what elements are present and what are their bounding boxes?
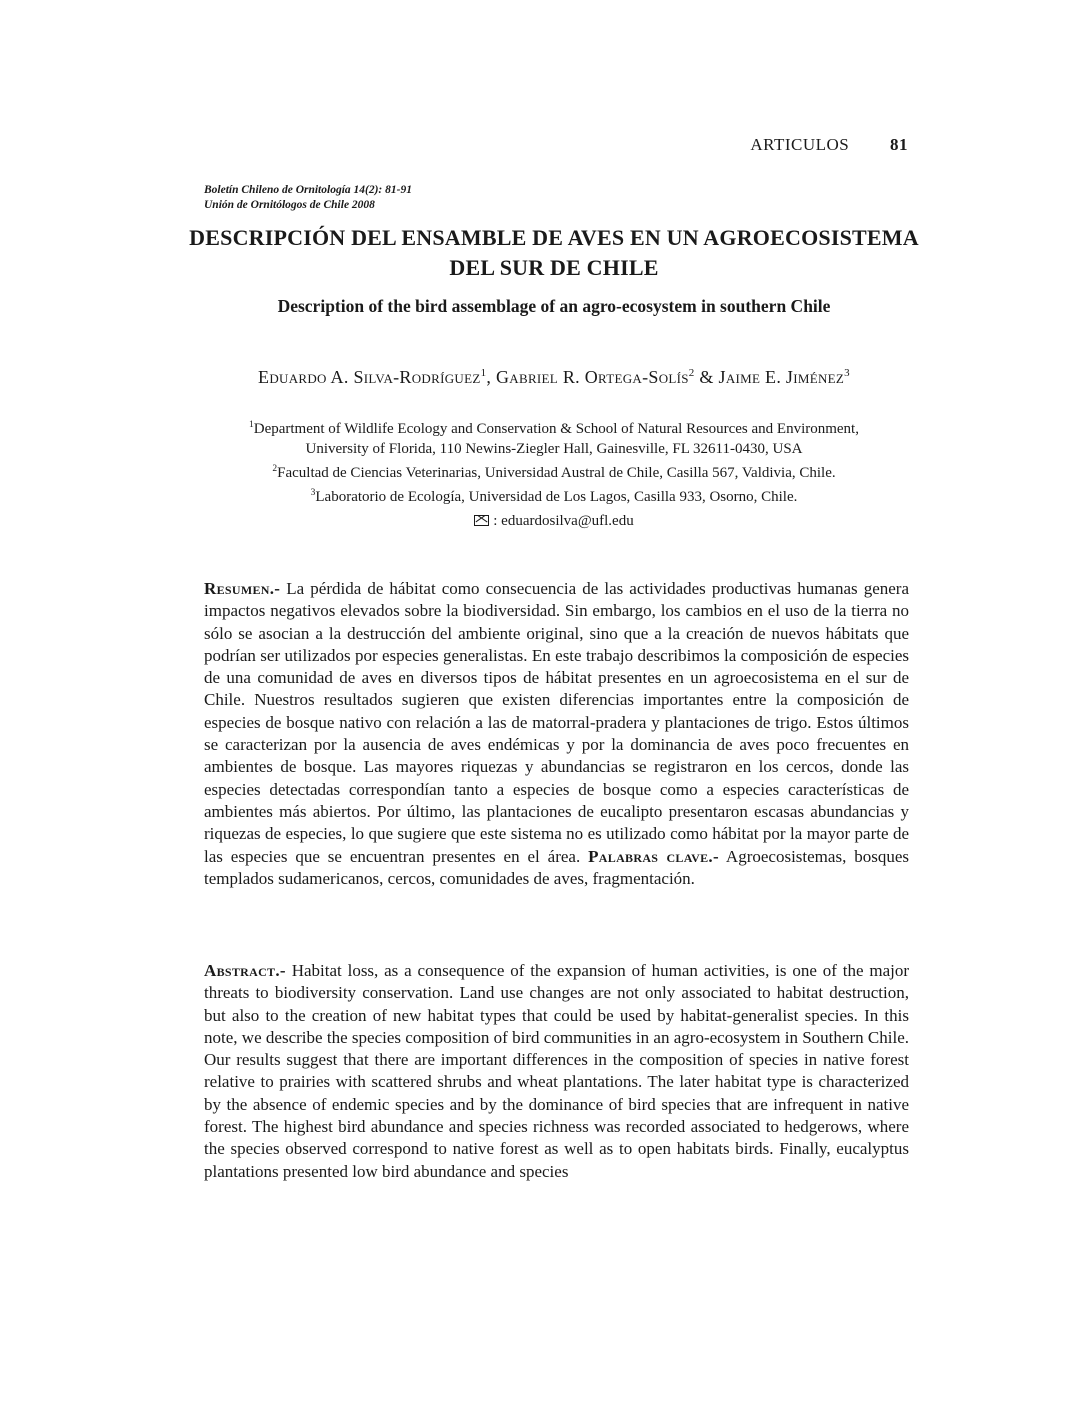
article-title <box>180 223 928 283</box>
affiliations <box>180 415 928 507</box>
resumen-label: Resumen.- <box>204 579 281 598</box>
author-affiliation-mark: 2 <box>688 367 695 379</box>
section-name: ARTICULOS <box>750 135 850 154</box>
affiliation-text: Laboratorio de Ecología, Universidad de Los Lagos, Casilla 933, Osorno, Chile. <box>315 489 798 505</box>
affiliation-text: Department of Wildlife Ecology and Conservation & School of Natural Resources and Environment, <box>253 421 859 437</box>
author-affiliation-mark: 3 <box>844 367 850 379</box>
abstract-label: Abstract.- <box>204 961 286 980</box>
affiliation-mark: 3 <box>310 488 316 498</box>
journal-citation: Boletín Chileno de Ornitología 14(2): 81-91 <box>204 184 412 196</box>
affiliation-line <box>180 483 928 507</box>
journal-publisher: Unión de Ornitólogos de Chile 2008 <box>204 199 375 211</box>
title-line-1: DESCRIPCIÓN DEL ENSAMBLE DE AVES EN UN AGROECOSISTEMA <box>189 225 919 250</box>
affiliation-mark: 1 <box>249 420 254 430</box>
journal-info <box>204 183 412 213</box>
author-affiliation-mark: 1 <box>480 367 487 379</box>
author-name: Gabriel R. Ortega-Solís <box>496 367 689 387</box>
abstract-paragraph <box>204 960 909 1183</box>
keywords-label: Palabras clave.- <box>588 846 719 866</box>
resumen-text: La pérdida de hábitat como consecuencia de las actividades productivas humanas genera impactos negativos elevados sobre la biodiversidad. Sin embargo, los cambios en el uso de la tierra no sólo se asocian a la destrucción del ambiente original, sino que a la creación de nuevos hábitats que podrían ser utilizados por especies generalistas. En este trabajo describimos la composición de especies de una comunidad de aves en diversos tipos de hábitat presentes en un agroecosistema en el sur de Chile. Nuestros resultados sugieren que existen diferencias importantes entre la composición de especies de bosque nativo con relación a las de matorral-pradera y plantaciones de trigo. Estos últimos se caracterizan por la ausencia de aves endémicas y por la dominancia de aves poco frecuentes en ambientes de bosque. Las mayores riquezas y abundancias se registraron en los cercos, donde las especies detectadas correspondían tanto a especies de bosque como a especies características de ambientes más abiertos. Por último, las plantaciones de eucalipto presentaron escasas abundancias y riquezas de especies, lo que sugiere que este sistema no es utilizado como hábitat por la mayor parte de las especies que se encuentran presentes en el área. <box>204 579 909 866</box>
keywords-text: Agroecosistemas, bosques templados sudamericanos, cercos, comunidades de aves, fragmentación. <box>204 846 910 888</box>
affiliation-text: University of Florida, 110 Newins-Ziegler Hall, Gainesville, FL 32611-0430, USA <box>305 441 803 457</box>
author-list <box>180 367 928 388</box>
title-line-2: DEL SUR DE CHILE <box>449 255 659 280</box>
author-name: Jaime E. Jiménez <box>718 367 845 387</box>
affiliation-line <box>180 459 928 483</box>
affiliation-line <box>180 415 928 439</box>
author-separator: & <box>694 367 719 387</box>
affiliation-line <box>180 439 928 459</box>
affiliation-mark: 2 <box>272 464 278 474</box>
resumen-paragraph <box>204 578 909 890</box>
author-name: Eduardo A. Silva-Rodríguez <box>258 367 481 387</box>
contact-email <box>180 513 928 530</box>
abstract-text: Habitat loss, as a consequence of the expansion of human activities, is one of the major threats to biodiversity conservation. Land use changes are not only associated to habitat destruction, but also to the creation of new habitat types that could be used by habitat-generalist species. In this note, we describe the species composition of bird communities in an agro-ecosystem in Southern Chile. Our results suggest that there are important differences in the composition of species in native forest relative to prairies with scattered shrubs and wheat plantations. The later habitat type is characterized by the absence of endemic species and by the dominance of bird species that are infrequent in native forest. The highest bird abundance and species richness was recorded associated to hedgerows, where the species observed correspond to native forest as well as to open habitats birds. Finally, eucalyptus plantations presented low bird abundance and species <box>204 961 909 1181</box>
running-header <box>750 135 908 155</box>
envelope-icon <box>474 515 489 526</box>
email-address: : eduardosilva@ufl.edu <box>493 513 634 529</box>
page-number: 81 <box>890 135 908 154</box>
author-separator: , <box>486 367 496 387</box>
affiliation-text: Facultad de Ciencias Veterinarias, Universidad Austral de Chile, Casilla 567, Valdivia, Chile. <box>277 465 836 481</box>
article-subtitle: Description of the bird assemblage of an agro-ecosystem in southern Chile <box>277 296 831 316</box>
